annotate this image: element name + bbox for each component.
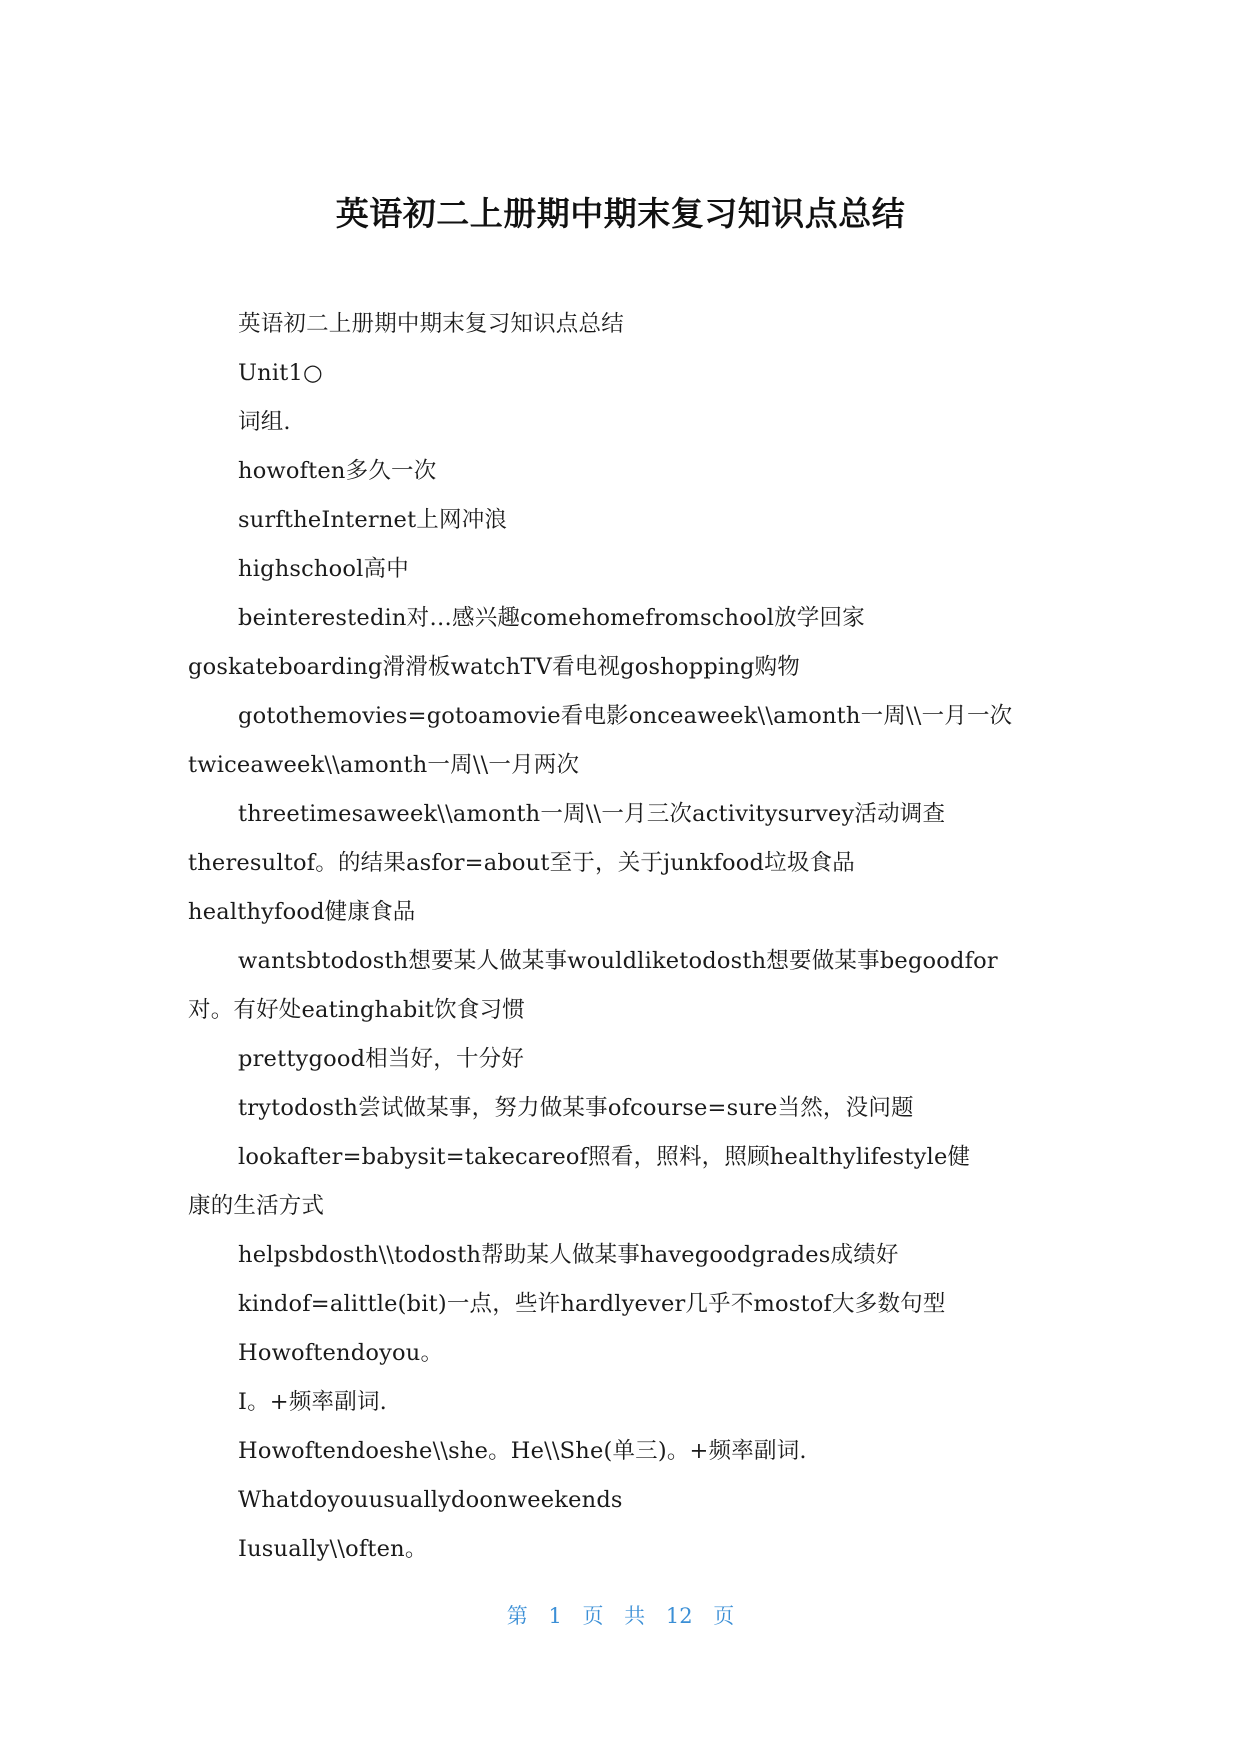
body-line: highschool高中 [238, 556, 409, 582]
page-footer: 第 1 页 共 12 页 [506, 1604, 735, 1628]
body-line: 对。有好处eatinghabit饮食习惯 [188, 997, 525, 1023]
body-line: goskateboarding滑滑板watchTV看电视goshopping购物 [188, 654, 801, 680]
body-line: theresultof。的结果asfor=about至于，关于junkfood垃圾食品 [188, 850, 855, 876]
body-line: Howoftendoeshe\\she。He\\She(单三)。+频率副词. [238, 1438, 807, 1464]
body-line: lookafter=babysit=takecareof照看，照料，照顾healthylifestyle健 [238, 1144, 971, 1170]
body-line: Howoftendoyou。 [238, 1340, 444, 1366]
document-title: 英语初二上册期中期末复习知识点总结 [335, 194, 906, 233]
body-line: Whatdoyouusuallydoonweekends [238, 1487, 623, 1513]
body-line: 词组. [238, 409, 291, 435]
body-line: wantsbtodosth想要某人做某事wouldliketodosth想要做某事begoodfor [238, 948, 998, 974]
body-line: prettygood相当好，十分好 [238, 1046, 525, 1072]
body-line: healthyfood健康食品 [188, 899, 416, 925]
body-line: gotothemovies=gotoamovie看电影onceaweek\\amonth一周\\一月一次 [238, 703, 1013, 729]
body-line: 英语初二上册期中期末复习知识点总结 [238, 311, 624, 337]
body-line: 康的生活方式 [188, 1193, 325, 1219]
body-line: kindof=alittle(bit)一点，些许hardlyever几乎不mostof大多数句型 [238, 1291, 946, 1317]
body-line: Iusually\\often。 [238, 1536, 428, 1562]
body-line: trytodosth尝试做某事，努力做某事ofcourse=sure当然，没问题 [238, 1095, 914, 1121]
body-line: helpsbdosth\\todosth帮助某人做某事havegoodgrades成绩好 [238, 1242, 899, 1268]
body-line: howoften多久一次 [238, 458, 437, 484]
body-line: twiceaweek\\amonth一周\\一月两次 [188, 752, 580, 778]
body-line: surftheInternet上网冲浪 [238, 507, 508, 533]
body-line: threetimesaweek\\amonth一周\\一月三次activitysurvey活动调查 [238, 801, 946, 827]
body-line: beinterestedin对…感兴趣comehomefromschool放学回家 [238, 605, 865, 631]
body-line: I。+频率副词. [238, 1389, 387, 1415]
document-body [188, 300, 1058, 1574]
body-line: Unit1○ [238, 360, 323, 386]
